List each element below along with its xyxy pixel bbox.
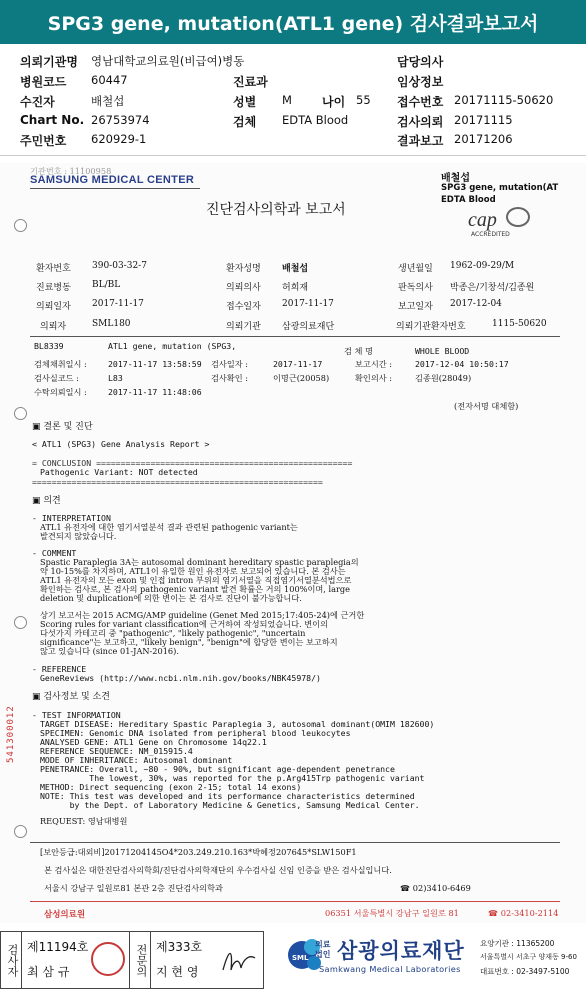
info-label: 보고일자 [398,302,433,312]
right-patient: 배철섭 [441,173,470,184]
patient-value: 배철섭 [91,94,125,108]
acmg-line-2: Scoring rules for variant classification에 근거하여 작성되었습니다. 변이의 [40,619,328,629]
examiner-label: 검사자 [1,932,22,988]
bottom-phone: ☎ 02-3410-2114 [488,908,559,918]
lab-code-label: 검사실코드 : [34,373,79,383]
test-line-5: MODE OF INHERITANCE: Autosomal dominant [40,755,233,765]
test-line-2: SPECIMEN: Genomic DNA isolated from peripheral blood leukocytes [40,728,351,738]
test-info-head: - TEST INFORMATION [32,710,121,720]
sml-mark: SML [292,954,309,962]
collect-value: 2017-11-17 13:58:59 [108,359,202,369]
confirm-value: 이명근(20058) [273,373,330,383]
info-value: BL/BL [92,280,121,290]
cap-swoosh-icon [506,207,530,227]
test-line-4: REFERENCE SEQUENCE: NM_015915.4 [40,746,193,756]
bottom-address: 06351 서울특별시 강남구 일원로 81 [325,908,459,918]
punch-hole-icon [14,219,27,232]
bl-code: BL8339 [34,341,64,351]
sex-value: M [282,93,292,107]
examiner-seal-icon [91,942,125,976]
phone-line: ☎ 02)3410-6469 [400,883,471,893]
section-conclusion: ▣ 결론 및 진단 [32,422,93,432]
report-title: SPG3 gene, mutation(ATL1 gene) 검사결과보고서 [47,12,539,35]
id-no-label: 주민번호 [20,134,67,148]
info-value: 2017-11-17 [282,299,334,309]
specialist-license: 제333호 [156,940,203,954]
acmg-line-3: 다섯가지 카테고리 중 "pathogenic", "likely pathogenic", "uncertain [40,628,306,638]
side-number: 541300012 [6,705,16,763]
specimen-name-value: WHOLE BLOOD [415,346,470,356]
test-line-1: TARGET DISEASE: Hereditary Spastic Paraplegia 3, autosomal dominant(OMIM 182600) [40,719,435,729]
acmg-line-1: 상기 보고서는 2015 ACMG/AMP guideline (Genet Med 2015;17:405-24)에 근거한 [40,610,365,620]
report-date-value: 20171206 [454,132,513,146]
requesting-org-value: 영남대학교의료원(비급여)병동 [91,54,245,68]
org-name: 삼광의료재단 [337,939,465,963]
test-line-8: METHOD: Direct sequencing (exon 2-15; total 14 exons) [40,782,302,792]
institution-number: 기관번호 : 11100958 [30,166,112,176]
interpretation-line-1: ATL1 유전자에 대한 염기서열분석 결과 관련된 pathogenic variant는 [40,522,298,532]
section-opinion: ▣ 의견 [32,496,61,506]
info-label: 생년월일 [398,264,433,274]
confirm-label: 검사확인 : [211,373,248,383]
doctor-label: 담당의사 [397,55,444,69]
specimen-label: 검체 [233,115,257,129]
cert-line: 본 검사실은 대한진단검사의학회/진단검사의학재단의 우수검사실 신임 인증을 받은 검사실입니다. [44,865,392,875]
info-label: 접수일자 [226,302,261,312]
request-line: REQUEST: 영남대병원 [40,816,128,826]
interpretation-line-2: 발견되지 않았습니다. [40,531,117,541]
gene-analysis-report: < ATL1 (SPG3) Gene Analysis Report > [32,439,210,449]
age-label: 나이 [322,95,346,109]
right-test-name: SPG3 gene, mutation(AT [441,183,559,193]
report-title-bar [0,0,586,44]
info-label: 판독의사 [398,283,433,293]
info-label: 의뢰자 [40,322,67,332]
info-value: 390-03-32-7 [92,261,147,271]
specialist-signature-icon [219,944,259,978]
info-value: 2017-12-04 [450,299,502,309]
info-label: 의뢰일자 [36,302,71,312]
info-label: 환자성명 [226,264,261,274]
bottom-divider [30,842,560,843]
comment-line-2: 약 10-15%를 차지하며, ATL1이 유일한 원인 유전자로 보고되어 있습니다. 본 검사는 [40,566,346,576]
chart-no-label: Chart No. [20,113,85,127]
comment-line-5: deletion 및 duplication에 의한 변이는 본 검사로 진단이 불가능합니다. [40,593,302,603]
org-rep-phone: 대표번호 : 02-3497-5100 [480,967,570,976]
signature-table [0,931,264,989]
test-line-3: ANALYSED GENE: ATL1 Gene on Chromosome 14q22.1 [40,737,267,747]
info-label: 의뢰기관환자번호 [396,322,466,332]
info-value: 1115-50620 [492,319,547,329]
sex-label: 성별 [233,95,257,109]
requesting-org-label: 의뢰기관명 [20,55,78,69]
info-value: SML180 [92,319,131,329]
esign-note: (전자서명 대체함) [454,401,519,411]
section-test-info: ▣ 검사정보 및 소견 [32,692,110,702]
request-date-value: 20171115 [454,113,513,127]
reference-head: - REFERENCE [32,664,87,674]
reference-line: GeneReviews (http://www.ncbi.nlm.nih.gov/books/NBK45978/) [40,673,321,683]
info-value: 배철섭 [282,264,309,274]
info-label: 의뢰의사 [226,283,261,293]
received-value: 2017-11-17 [273,359,323,369]
cap-accredited: ACCREDITED [471,231,510,238]
conclusion-header: = CONCLUSION ==================================================== [32,458,353,468]
received-label: 검사일자 : [211,359,248,369]
punch-hole-icon [14,407,27,420]
report-date-label: 결과보고 [397,134,444,148]
test-line-6: PENETRANCE: Overall, ~80 - 90%, but significant age-dependent penetrance [40,764,395,774]
org-address: 서울특별시 서초구 양재동 9-60 [480,953,577,961]
info-label: 의뢰기관 [226,322,261,332]
info-value: 허희재 [282,283,309,293]
info-label: 진료병동 [36,283,71,293]
lab-code-value: L83 [108,373,123,383]
acmg-line-4: significance"는 보고하고, "likely benign", "benign"에 합당한 변이는 보고하지 [40,637,338,647]
receipt-no-value: 20171115-50620 [454,93,554,107]
hospital-code-label: 병원코드 [20,75,67,89]
comment-line-3: ATL1 유전자의 모든 exon 및 인접 intron 부위의 염기서열을 직접염기서열분석법으로 [40,575,352,585]
signature-footer [0,927,586,991]
specimen-value: EDTA Blood [282,113,349,127]
org-prefix: 의료 법인 [315,940,331,959]
report-time-value: 2017-12-04 10:50:17 [415,359,509,369]
confirm-doc-label: 확인의사 : [355,373,392,383]
org-reception-phone: 요양기관 : 11365200 [480,939,555,948]
recv-value: 2017-11-17 11:48:06 [108,387,202,397]
conclusion-rule: =========================================================== [32,477,323,487]
acmg-line-5: 않고 있습니다 (since 01-JAN-2016). [40,646,179,656]
receipt-no-label: 접수번호 [397,95,444,109]
scanned-report [0,163,586,923]
red-divider [30,901,560,902]
punch-hole-icon [14,616,27,629]
examiner-name: 최 삼 규 [27,965,70,979]
report-title-scan: 진단검사의학과 보고서 [206,202,346,218]
comment-line-1: Spastic Paraplegia 3A는 autosomal dominant hereditary spastic paraplegia의 [40,557,359,567]
patient-label: 수진자 [20,95,55,109]
clinical-info-label: 임상정보 [397,75,444,89]
cap-logo [468,207,542,237]
punch-hole-icon [14,825,27,838]
specialist-label: 전문의 [129,932,151,988]
org-english-name: Samkwang Medical Laboratories [319,964,461,974]
id-no-value: 620929-1 [91,132,147,146]
test-line-9: NOTE: This test was developed and its performance characteristics determined [40,791,415,801]
test-line-7: The lowest, 30%, was reported for the p.Arg415Trp pathogenic variant [40,773,425,783]
info-value: 박종은/기창석/김종원 [450,283,535,293]
security-line: [보안등급:대외비]20171204145O4*203.249.210.163*박혜정207645*SLW150F1 [40,847,357,857]
request-date-label: 검사의뢰 [397,115,444,129]
info-value: 1962-09-29/M [450,261,515,271]
examiner-license: 제11194호 [27,940,89,954]
hospital-code-value: 60447 [91,73,128,87]
info-value: 삼광의료재단 [282,322,335,332]
info-value: 2017-11-17 [92,299,144,309]
confirm-doc-value: 김종원(28049) [415,373,472,383]
cap-logo-text: cap [468,209,497,231]
collect-label: 검체채취일시 : [34,359,87,369]
recv-label: 수탁의뢰일시 : [34,387,87,397]
specimen-name-label: 검 체 명 [344,346,373,356]
info-label: 환자번호 [36,264,71,274]
comment-line-4: 확인하는 검사로, 본 검사의 pathogenic variant 발견 확률은 거의 100%이며, large [40,584,350,594]
specialist-name: 지 현 영 [156,965,199,979]
department-label: 진료과 [233,75,268,89]
atl-line: ATL1 gene, mutation (SPG3, [108,341,237,351]
center-name: SAMSUNG MEDICAL CENTER [30,174,195,186]
right-specimen: EDTA Blood [441,195,496,205]
report-time-label: 보고시간 : [355,359,392,369]
test-line-10: by the Dept. of Laboratory Medicine & Genetics, Samsung Medical Center. [40,800,420,810]
chart-no-value: 26753974 [91,113,150,127]
address-line: 서울시 강남구 일원로81 본관 2층 진단검사의학과 [44,883,223,893]
age-value: 55 [356,93,371,107]
header-divider [0,155,586,156]
info-divider [30,336,560,337]
comment-head: - COMMENT [32,548,77,558]
conclusion-text: Pathogenic Variant: NOT detected [40,467,198,477]
interpretation-head: - INTERPRETATION [32,513,111,523]
center-underline [30,188,200,189]
smc-short: 삼성의료원 [44,910,86,920]
